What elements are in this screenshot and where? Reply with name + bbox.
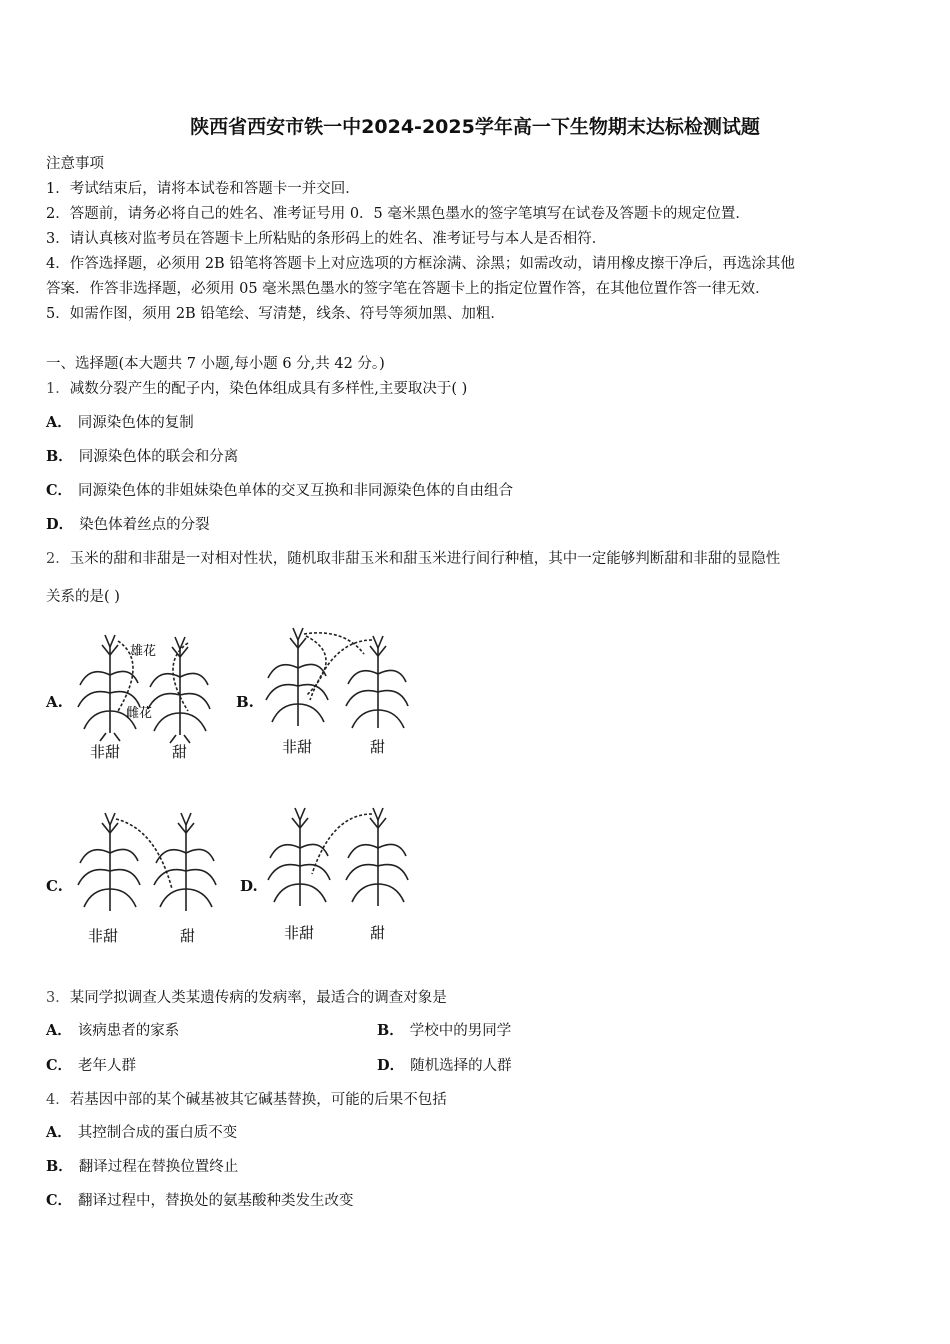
option-a[interactable] [46,411,194,432]
question-1 [46,377,467,398]
notice-heading: 注意事项 [46,156,104,172]
female-flower-label: 雌花 [126,706,153,721]
non-sweet-label: 非甜 [284,924,315,942]
option-text: 老年人群 [78,1058,137,1074]
question-text: 某同学拟调查人类某遗传病的发病率，最适合的调查对象是 [69,990,447,1006]
option-letter: D． [377,1057,405,1074]
figure-a-letter[interactable]: A. [46,693,63,711]
option-letter: A． [46,1124,72,1141]
question-4 [46,1088,447,1109]
option-letter: B． [46,448,73,465]
question-number: 3． [46,990,70,1006]
question-number: 4． [46,1092,70,1108]
question-text: 减数分裂产生的配子内，染色体组成具有多样性,主要取决于( ) [69,381,468,397]
sweet-label: 甜 [180,927,196,945]
option-c[interactable] [46,1189,354,1210]
option-text: 同源染色体的复制 [77,415,194,431]
option-text: 同源染色体的非姐妹染色单体的交叉互换和非同源染色体的自由组合 [78,483,514,499]
corn-figure-d [262,800,422,945]
option-letter: C． [46,1057,73,1074]
question-number: 1． [46,381,70,397]
question-3 [46,986,447,1007]
option-text: 随机选择的人群 [410,1058,512,1074]
option-b[interactable] [46,445,238,466]
option-c[interactable] [46,1054,136,1075]
section-heading: 一、选择题(本大题共 7 小题,每小题 6 分,共 42 分。) [46,356,385,372]
option-a[interactable] [46,1019,179,1040]
option-text: 翻译过程在替换位置终止 [78,1159,239,1175]
figure-c-letter[interactable]: C. [46,877,63,895]
option-letter: B． [377,1022,404,1039]
notice-item: 3．请认真核对监考员在答题卡上所粘贴的条形码上的姓名、准考证号与本人是否相符． [46,231,607,247]
option-d[interactable] [46,513,210,534]
non-sweet-label: 非甜 [282,738,313,756]
option-text: 染色体着丝点的分裂 [79,517,210,533]
question-text: 若基因中部的某个碱基被其它碱基替换，可能的后果不包括 [69,1092,447,1108]
figure-d-letter[interactable]: D. [240,877,258,895]
notice-item: 答案．作答非选择题，必须用 05 毫米黑色墨水的签字笔在答题卡上的指定位置作答，在其他位置作答一律无效． [46,281,770,297]
question-2-cont: 关系的是( ) [46,589,120,605]
corn-figure-b [260,620,420,765]
option-text: 其控制合成的蛋白质不变 [77,1125,238,1141]
corn-figure-c [70,805,230,950]
option-letter: A． [46,1022,72,1039]
page-title: 陕西省西安市铁一中2024-2025学年高一下生物期末达标检测试题 [190,116,760,138]
option-b[interactable] [46,1155,238,1176]
question-2 [46,547,780,568]
non-sweet-label: 非甜 [88,927,119,945]
option-text: 翻译过程中，替换处的氨基酸种类发生改变 [78,1193,354,1209]
notice-item: 4．作答选择题，必须用 2B 铅笔将答题卡上对应选项的方框涂满、涂黑；如需改动，请用橡皮擦干净后，再选涂其他 [46,256,795,272]
sweet-label: 甜 [172,743,188,761]
option-letter: D． [46,516,74,533]
corn-figure-a [68,625,228,770]
male-flower-label: 雄花 [130,644,157,659]
option-text: 该病患者的家系 [77,1023,180,1039]
option-letter: A． [46,414,72,431]
question-number: 2． [46,551,70,567]
figure-b-letter[interactable]: B. [236,693,254,711]
option-letter: C． [46,1192,73,1209]
notice-item: 2．答题前，请务必将自己的姓名、准考证号用 0．5 毫米黑色墨水的签字笔填写在试卷及答题卡的规定位置． [46,206,750,222]
option-text: 学校中的男同学 [409,1023,512,1039]
sweet-label: 甜 [370,738,386,756]
notice-item: 1．考试结束后，请将本试卷和答题卡一并交回． [46,181,360,197]
option-c[interactable] [46,479,513,500]
question-text: 玉米的甜和非甜是一对相对性状，随机取非甜玉米和甜玉米进行间行种植，其中一定能够判断甜和非甜的显隐性 [69,551,781,567]
option-letter: B． [46,1158,73,1175]
notice-item: 5．如需作图，须用 2B 铅笔绘、写清楚，线条、符号等须加黑、加粗． [46,306,505,322]
option-text: 同源染色体的联会和分离 [78,449,239,465]
non-sweet-label: 非甜 [90,743,121,761]
option-letter: C． [46,482,73,499]
sweet-label: 甜 [370,924,386,942]
option-b[interactable] [377,1019,511,1040]
option-d[interactable] [377,1054,512,1075]
option-a[interactable] [46,1121,237,1142]
